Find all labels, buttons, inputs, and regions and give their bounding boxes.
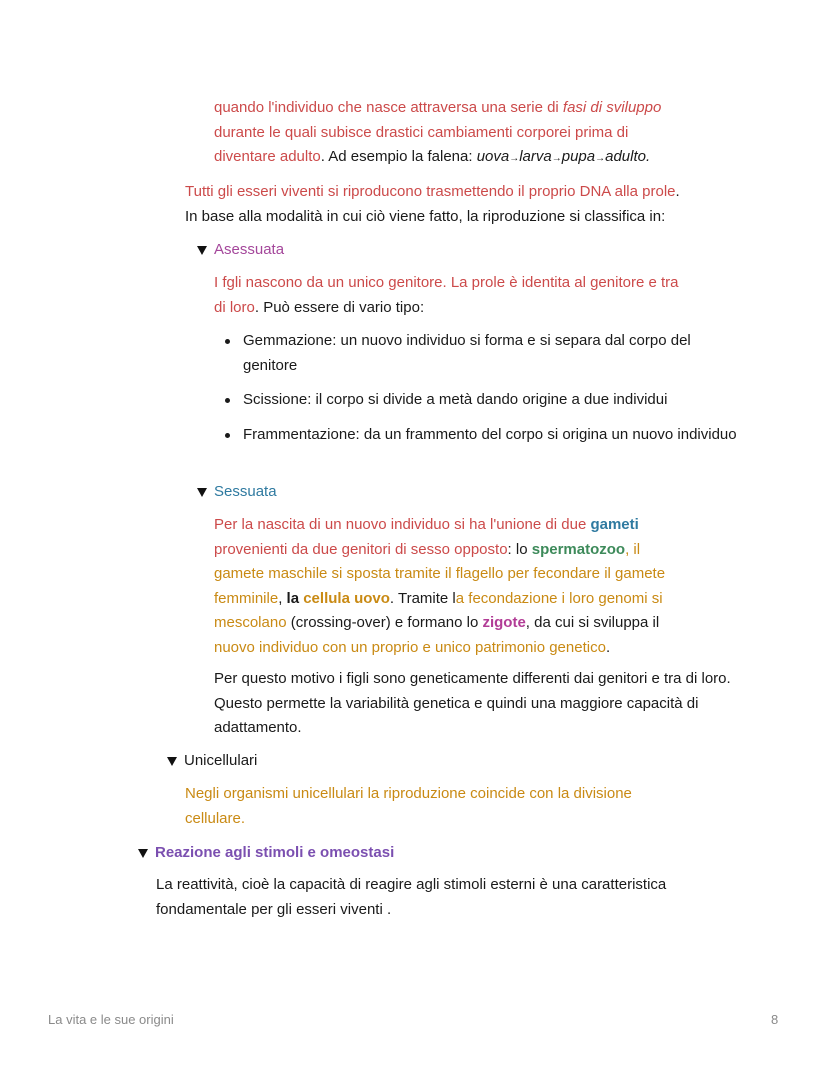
stage-uova: uova bbox=[476, 148, 510, 165]
toggle-triangle-icon[interactable] bbox=[197, 488, 207, 497]
intro-text: quando l'individuo che nasce attraversa una serie di bbox=[214, 99, 563, 116]
reproduction-text: Tutti gli esseri viventi si riproducono trasmettendo il proprio DNA alla prole bbox=[185, 183, 676, 200]
toggle-sessuata[interactable] bbox=[197, 480, 277, 505]
intro-text: diventare adulto bbox=[214, 148, 321, 165]
stage-pupa: pupa bbox=[561, 148, 596, 165]
term-zigote: zigote bbox=[482, 614, 526, 631]
intro-paragraph bbox=[214, 96, 734, 172]
term-gameti: gameti bbox=[590, 516, 639, 533]
intro-text: durante le quali subisce drastici cambiamenti corporei prima di bbox=[214, 123, 629, 141]
asexual-intro: I fgli nascono da un unico genitore. La prole è identita al genitore e tra bbox=[214, 274, 679, 291]
sexual-paragraph-1: Per la nascita di un nuovo individuo si ha l'unione di due gameti provenienti da due genitori di sesso opposto: lo spermatozoo, il gamete maschile si sposta tramite il flagello per fecondare il gamete femminile, la cellula uovo. Tramite la fecondazione i loro genomi si mescolano (crossing-over) e formano lo zigote, da cui si sviluppa il nuovo individuo con un proprio e unico patrimonio genetico. bbox=[214, 516, 666, 656]
arrow-icon: → bbox=[551, 153, 562, 164]
toggle-title: Unicellulari bbox=[184, 752, 258, 769]
sexual-paragraph-2: Per questo motivo i figli sono geneticamente differenti dai genitori e tra di loro. Questo permette la variabilità genetica e quindi una maggiore capacità di adattamento. bbox=[214, 670, 731, 736]
reproduction-paragraph bbox=[185, 180, 745, 229]
toggle-reazione-stimoli[interactable] bbox=[138, 841, 394, 866]
term-spermatozoo: spermatozoo bbox=[531, 540, 626, 558]
asexual-intro: di loro bbox=[214, 298, 255, 316]
toggle-asessuata[interactable] bbox=[197, 238, 284, 263]
list-item: Scissione: il corpo si divide a metà dando origine a due individui bbox=[214, 388, 744, 413]
toggle-title: Reazione agli stimoli e omeostasi bbox=[155, 844, 395, 861]
stimuli-content: La reattività, cioè la capacità di reagire agli stimoli esterni è una caratteristica fondamentale per gli esseri viventi . bbox=[156, 876, 667, 918]
list-item: Gemmazione: un nuovo individuo si forma e si separa dal corpo del genitore bbox=[214, 329, 744, 378]
unicellular-content: Negli organismi unicellulari la riproduzione coincide con la divisione cellulare. bbox=[185, 785, 632, 827]
footer-page-number: 8 bbox=[771, 1012, 779, 1027]
toggle-triangle-icon[interactable] bbox=[167, 757, 177, 766]
asexual-content bbox=[214, 271, 744, 320]
intro-text: . Ad esempio la falena: bbox=[320, 148, 477, 165]
stage-larva: larva bbox=[519, 148, 552, 165]
footer-doc-title: La vita e le sue origini bbox=[48, 1012, 174, 1027]
list-item: Frammentazione: da un frammento del corpo si origina un nuovo individuo bbox=[214, 423, 744, 448]
asexual-intro: . Può essere di vario tipo: bbox=[254, 298, 425, 316]
toggle-title: Sessuata bbox=[214, 483, 277, 500]
toggle-unicellulari[interactable] bbox=[167, 749, 257, 774]
reproduction-text: In base alla modalità in cui ciò viene fatto, la riproduzione si classifica in: bbox=[185, 207, 666, 225]
arrow-icon: → bbox=[595, 153, 606, 164]
intro-emphasis: fasi di sviluppo bbox=[562, 99, 662, 116]
asexual-list bbox=[214, 329, 744, 447]
toggle-triangle-icon[interactable] bbox=[197, 246, 207, 255]
reproduction-text: . bbox=[675, 183, 680, 200]
term-cellula-uovo: cellula uovo bbox=[299, 589, 390, 607]
arrow-icon: → bbox=[509, 153, 520, 164]
toggle-title: Asessuata bbox=[214, 241, 285, 258]
stage-adulto: adulto. bbox=[605, 148, 651, 165]
toggle-triangle-icon[interactable] bbox=[138, 849, 148, 858]
